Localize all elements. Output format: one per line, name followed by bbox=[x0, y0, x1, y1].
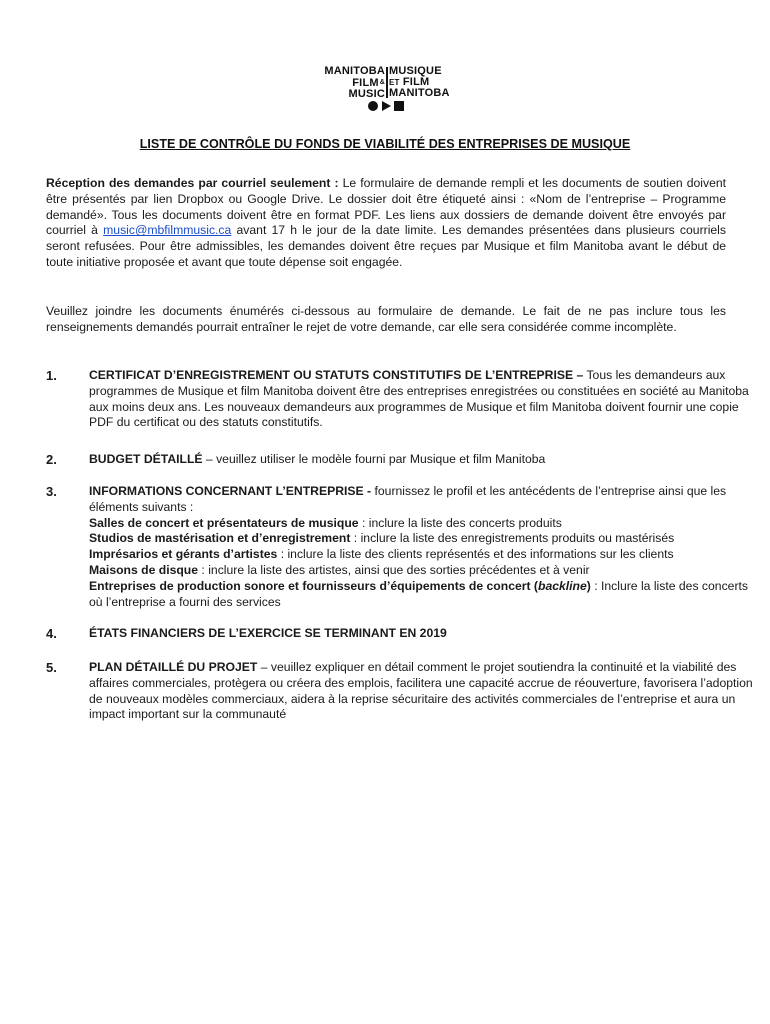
item-text: – veuillez expliquer en détail comment le projet soutiendra la continuité et la viabilité des affaires commerciales, protègera ou créera des emplois, facilitera une capacité accrue de réouverture, favorisera l’adoption de nouveaux modèles commerciaux, aidera à la reprise sécuritaire des activités commerciales de l’entreprise et aura un impact important sur la communauté bbox=[89, 660, 753, 722]
record-icon bbox=[368, 101, 378, 111]
item-number: 2. bbox=[46, 452, 57, 467]
intro-lead: Réception des demandes par courriel seulement : bbox=[46, 176, 339, 190]
item-body bbox=[89, 660, 759, 723]
business-type-line bbox=[89, 579, 759, 611]
business-type-text: : inclure la liste des artistes, ainsi que des sorties précédentes et à venir bbox=[198, 562, 590, 577]
business-type-text: : inclure la liste des enregistrements produits ou mastérisés bbox=[350, 531, 675, 546]
business-type-line bbox=[89, 547, 759, 563]
business-type-line bbox=[89, 516, 759, 532]
item-body bbox=[89, 626, 759, 642]
business-type-label-end: ) bbox=[586, 578, 591, 593]
instructions-paragraph: Veuillez joindre les documents énumérés ci-dessous au formulaire de demande. Le fait de ne pas inclure tous les renseignements demandés pourrait entraîner le rejet de votre demande, car elle sera considérée comme incomplète. bbox=[46, 304, 726, 334]
logo-text: ET bbox=[389, 78, 400, 87]
logo-text: MUSIQUE bbox=[389, 65, 442, 77]
item-body bbox=[89, 484, 759, 610]
email-link[interactable]: music@mbfilmmusic.ca bbox=[103, 223, 232, 238]
business-type-label: Salles de concert et présentateurs de musique bbox=[89, 515, 359, 530]
logo-text: FILM bbox=[402, 76, 430, 88]
business-type-label-part: Entreprises de production sonore et fournisseurs d’équipements de concert ( bbox=[89, 578, 538, 593]
logo-text: FILM bbox=[352, 77, 379, 89]
item-body bbox=[89, 452, 759, 468]
item-heading: CERTIFICAT D’ENREGISTREMENT OU STATUTS CONSTITUTIFS DE L’ENTREPRISE – bbox=[89, 368, 584, 382]
item-body bbox=[89, 368, 759, 431]
business-type-label: Imprésarios et gérants d’artistes bbox=[89, 547, 278, 562]
item-text: fournissez le profil et les antécédents de l’entreprise ainsi que les éléments suivants : bbox=[89, 484, 727, 514]
business-type-line bbox=[89, 563, 759, 579]
logo-text: MUSIC bbox=[348, 88, 385, 100]
item-heading: INFORMATIONS CONCERNANT L’ENTREPRISE - bbox=[89, 484, 372, 498]
logo-divider bbox=[386, 67, 388, 98]
business-type-label bbox=[89, 579, 591, 593]
business-type-label: Studios de mastérisation et d’enregistrement bbox=[89, 531, 351, 546]
logo-english-wordmark bbox=[324, 66, 385, 100]
item-number: 3. bbox=[46, 484, 57, 499]
intro-paragraph bbox=[46, 176, 726, 271]
item-heading: BUDGET DÉTAILLÉ bbox=[89, 452, 203, 466]
item-text: – veuillez utiliser le modèle fourni par Musique et film Manitoba bbox=[202, 452, 546, 466]
play-icon bbox=[382, 101, 391, 111]
business-type-text: : inclure la liste des clients représentés et des informations sur les clients bbox=[277, 547, 674, 562]
item-number: 1. bbox=[46, 368, 57, 383]
business-type-text: : inclure la liste des concerts produits bbox=[358, 515, 562, 530]
logo-text: & bbox=[379, 79, 385, 86]
stop-icon bbox=[394, 101, 404, 111]
intro-text-end: avant 17 h le jour de la date limite. Les demandes présentées dans plusieurs courriels seront refusées. Pour être admissibles, les demandes doivent être reçues par Musique et film Manitoba avant le début de toute initiative proposée et avant que toute dépense soit engagée. bbox=[46, 223, 726, 269]
item-text: Tous les demandeurs aux programmes de Musique et film Manitoba doivent être des entreprises enregistrées ou constituées en société au Manitoba aux moins deux ans. Les nouveaux demandeurs aux programmes de Musique et film Manitoba doivent fournir une copie PDF du certificat ou des statuts constitutifs. bbox=[89, 368, 749, 430]
item-heading: PLAN DÉTAILLÉ DU PROJET bbox=[89, 660, 258, 674]
page-title: LISTE DE CONTRÔLE DU FONDS DE VIABILITÉ DES ENTREPRISES DE MUSIQUE bbox=[139, 137, 631, 151]
business-type-line bbox=[89, 531, 759, 547]
business-type-text: : Inclure la liste des concerts où l’entreprise a fourni des services bbox=[89, 578, 748, 609]
logo-text: MANITOBA bbox=[324, 65, 385, 77]
logo-media-icons bbox=[367, 100, 427, 112]
item-heading: ÉTATS FINANCIERS DE L’EXERCICE SE TERMINANT EN 2019 bbox=[89, 626, 447, 640]
item-number: 5. bbox=[46, 660, 57, 675]
logo-text: MANITOBA bbox=[389, 87, 450, 99]
logo-manitoba-film-music bbox=[315, 66, 465, 112]
intro-text: Le formulaire de demande rempli et les documents de soutien doivent être présentés par lien Dropbox ou Google Drive. Le dossier doit être étiqueté ainsi : «Nom de l’entreprise – Programme demandé». Tous les documents doivent être en format PDF. Les liens aux dossiers de demande doivent être envoyés par courriel à bbox=[46, 176, 727, 238]
business-type-label: Maisons de disque bbox=[89, 562, 199, 577]
business-type-label-italic: backline bbox=[538, 578, 587, 593]
logo-french-wordmark bbox=[389, 66, 450, 99]
item-number: 4. bbox=[46, 626, 57, 641]
